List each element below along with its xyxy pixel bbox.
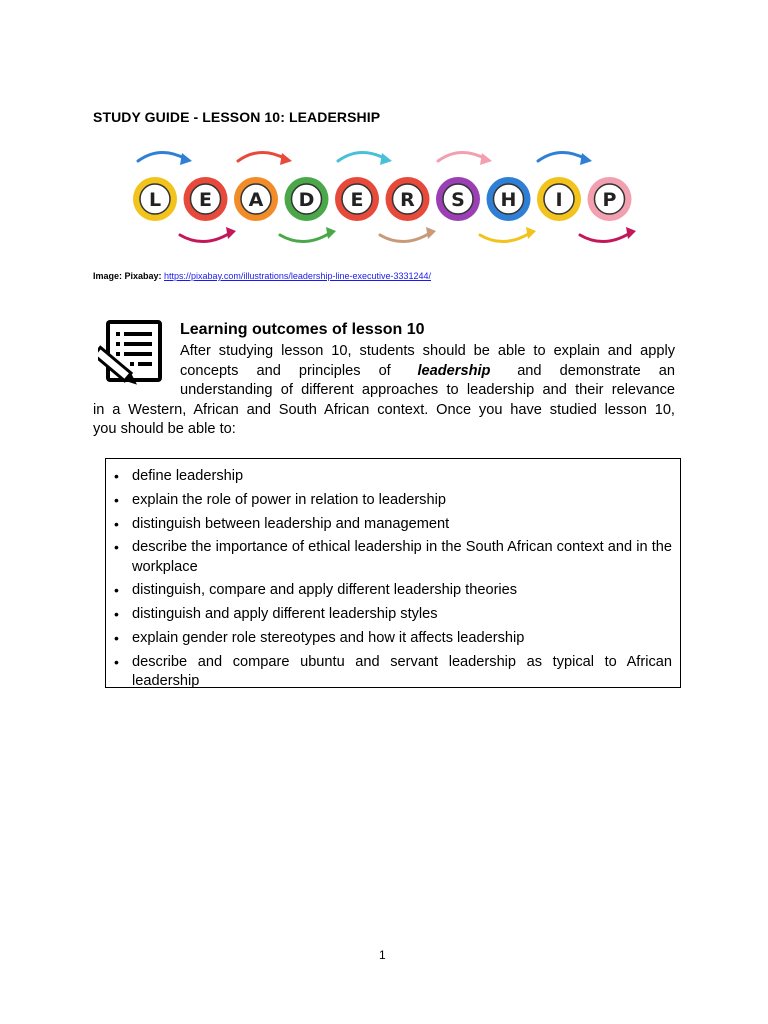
bullet-icon: • xyxy=(114,629,119,646)
intro-line: understanding of different approaches to leadership and their relevance xyxy=(180,382,675,399)
banner-letter-h xyxy=(487,177,531,221)
bullet-icon: • xyxy=(114,582,119,599)
banner-letter-i xyxy=(537,177,581,221)
decorative-arc xyxy=(138,152,186,161)
svg-text:I: I xyxy=(555,189,563,211)
banner-letter-l xyxy=(133,177,177,221)
decorative-arc xyxy=(480,233,530,242)
list-item-text: define leadership xyxy=(132,468,244,485)
svg-text:S: S xyxy=(451,189,465,211)
list-item-text: describe and compare ubuntu and servant leadership as typical to African leadership xyxy=(132,653,672,689)
decorative-arrowhead xyxy=(180,153,192,165)
banner-letter-e xyxy=(184,177,228,221)
decorative-arrowhead xyxy=(580,153,592,165)
decorative-arrowhead xyxy=(426,227,436,239)
intro-fragment: and demonstrate an xyxy=(517,362,675,379)
decorative-arc xyxy=(438,152,486,161)
decorative-arrowhead xyxy=(226,227,236,239)
emphasis-leadership: leadership xyxy=(417,362,491,379)
credit-link[interactable]: https://pixabay.com/illustrations/leadership-line-executive-3331244/ xyxy=(164,271,432,281)
list-item-text: distinguish and apply different leadership styles xyxy=(132,606,438,623)
outcomes-list-box xyxy=(105,458,681,688)
bullet-icon: • xyxy=(114,606,119,623)
page-title: STUDY GUIDE - LESSON 10: LEADERSHIP xyxy=(93,109,381,125)
outcomes-heading: Learning outcomes of lesson 10 xyxy=(180,321,425,338)
banner-letter-e xyxy=(335,177,379,221)
svg-text:D: D xyxy=(298,189,315,211)
svg-text:P: P xyxy=(602,189,617,211)
list-item xyxy=(114,605,672,625)
intro-line: After studying lesson 10, students should be able to explain and apply xyxy=(180,343,675,359)
list-item xyxy=(114,653,672,692)
list-item xyxy=(114,491,672,511)
list-item xyxy=(114,629,672,649)
bullet-icon: • xyxy=(114,515,119,532)
bullet-icon: • xyxy=(114,539,119,556)
decorative-arc xyxy=(380,233,430,242)
list-item-text: describe the importance of ethical leadership in the South African context and in the workplace xyxy=(132,539,672,575)
decorative-arrowhead xyxy=(480,153,492,165)
credit-label: Image: Pixabay: xyxy=(93,271,165,281)
banner-letter-d xyxy=(285,177,329,221)
list-item-text: explain gender role stereotypes and how it affects leadership xyxy=(132,629,525,646)
outcomes-list xyxy=(106,459,680,692)
svg-text:R: R xyxy=(400,189,415,211)
decorative-arc xyxy=(280,233,330,242)
svg-text:L: L xyxy=(148,189,162,211)
decorative-arc xyxy=(180,233,230,242)
list-item xyxy=(114,581,672,601)
decorative-arrowhead xyxy=(380,153,392,165)
image-credit xyxy=(93,271,431,281)
banner-letter-p xyxy=(588,177,632,221)
intro-line-with-emphasis xyxy=(93,362,675,382)
decorative-arrowhead xyxy=(626,227,636,239)
list-item-text: distinguish between leadership and management xyxy=(132,515,450,532)
outcomes-intro xyxy=(93,342,675,440)
list-item-text: distinguish, compare and apply different leadership theories xyxy=(132,582,518,599)
list-item xyxy=(114,515,672,535)
decorative-arc xyxy=(238,152,286,161)
banner-letter-r xyxy=(386,177,430,221)
page-number: 1 xyxy=(379,948,386,962)
list-item xyxy=(114,538,672,577)
list-item xyxy=(114,467,672,487)
svg-text:E: E xyxy=(350,189,364,211)
decorative-arrowhead xyxy=(526,227,536,239)
bullet-icon: • xyxy=(114,491,119,508)
svg-text:E: E xyxy=(199,189,212,211)
svg-text:H: H xyxy=(500,189,517,211)
banner-letter-a xyxy=(234,177,278,221)
intro-line: you should be able to: xyxy=(93,421,236,438)
intro-fragment: concepts and principles of xyxy=(180,362,391,379)
leadership-banner-image xyxy=(128,143,636,251)
decorative-arc xyxy=(580,233,630,242)
svg-text:A: A xyxy=(248,189,264,211)
decorative-arrowhead xyxy=(326,227,336,239)
decorative-arc xyxy=(338,152,386,161)
list-item-text: explain the role of power in relation to leadership xyxy=(132,491,446,508)
decorative-arc xyxy=(538,152,586,161)
intro-line: in a Western, African and South African context. Once you have studied lesson 10, xyxy=(93,401,675,418)
decorative-arrowhead xyxy=(280,153,292,165)
banner-letter-s xyxy=(436,177,480,221)
bullet-icon: • xyxy=(114,468,119,485)
bullet-icon: • xyxy=(114,653,119,670)
